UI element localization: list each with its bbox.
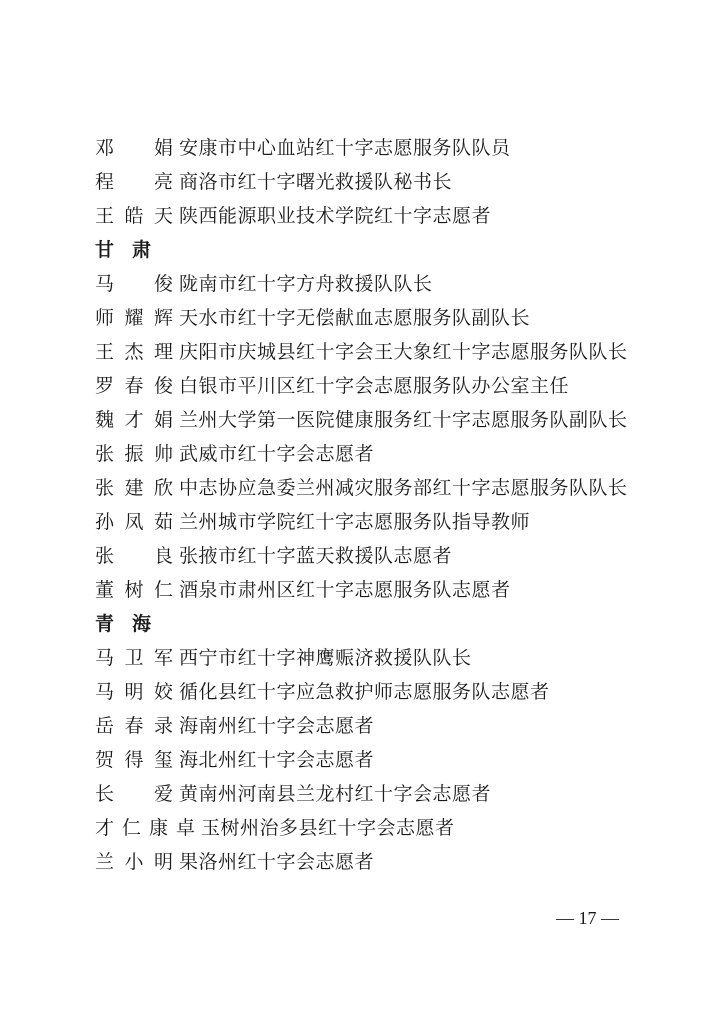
- person-name: 董树仁: [95, 579, 173, 601]
- list-item: [95, 641, 472, 675]
- person-role: 黄南州河南县兰龙村红十字会志愿者: [179, 783, 492, 805]
- list-item: [95, 369, 569, 403]
- person-name: 张 良: [95, 545, 173, 567]
- list-item: [95, 267, 433, 301]
- list-item: [95, 131, 511, 165]
- list-item: [95, 573, 511, 607]
- person-role: 西宁市红十字神鹰赈济救援队队长: [179, 647, 472, 669]
- person-name: 马卫军: [95, 647, 173, 669]
- person-name: 马明姣: [95, 681, 173, 703]
- list-item: [95, 743, 374, 777]
- person-name: 长 爱: [95, 783, 173, 805]
- person-role: 武威市红十字会志愿者: [179, 443, 375, 465]
- person-name: 才仁康卓: [95, 817, 195, 839]
- person-role: 兰州大学第一医院健康服务红十字志愿服务队副队长: [179, 409, 628, 431]
- person-role: 兰州城市学院红十字志愿服务队指导教师: [179, 511, 531, 533]
- list-item: [95, 845, 374, 879]
- person-name: 王杰理: [95, 341, 173, 363]
- list-item: [95, 539, 452, 573]
- list-item: [95, 471, 628, 505]
- person-name: 贺得玺: [95, 749, 173, 771]
- list-item: [95, 505, 530, 539]
- person-role: 海南州红十字会志愿者: [179, 715, 375, 737]
- person-role: 酒泉市肃州区红十字志愿服务队志愿者: [179, 579, 511, 601]
- person-role: 中志协应急委兰州减灾服务部红十字志愿服务队队长: [179, 477, 628, 499]
- list-item: [95, 777, 491, 811]
- person-role: 安康市中心血站红十字志愿服务队队员: [179, 137, 511, 159]
- person-name: 邓 娟: [95, 137, 173, 159]
- person-name: 张振帅: [95, 443, 173, 465]
- person-name: 岳春录: [95, 715, 173, 737]
- person-name: 罗春俊: [95, 375, 173, 397]
- person-name: 师耀辉: [95, 307, 173, 329]
- section-heading-qinghai: 青海: [95, 613, 151, 635]
- person-name: 张建欣: [95, 477, 173, 499]
- list-item: [95, 335, 628, 369]
- page-number: — 17 —: [556, 908, 619, 928]
- person-name: 王皓天: [95, 205, 173, 227]
- list-item: [95, 675, 550, 709]
- person-role: 张掖市红十字蓝天救援队志愿者: [179, 545, 453, 567]
- list-item: [95, 165, 452, 199]
- person-name: 马 俊: [95, 273, 173, 295]
- list-item: [95, 811, 455, 845]
- person-role: 陇南市红十字方舟救援队队长: [179, 273, 433, 295]
- person-name: 程 亮: [95, 171, 173, 193]
- list-item: [95, 437, 374, 471]
- person-role: 天水市红十字无偿献血志愿服务队副队长: [179, 307, 531, 329]
- person-role: 果洛州红十字会志愿者: [179, 851, 375, 873]
- person-role: 庆阳市庆城县红十字会王大象红十字志愿服务队队长: [179, 341, 628, 363]
- person-name: 孙凤茹: [95, 511, 173, 533]
- person-name: 兰小明: [95, 851, 173, 873]
- person-role: 商洛市红十字曙光救援队秘书长: [179, 171, 453, 193]
- list-item: [95, 301, 530, 335]
- person-role: 海北州红十字会志愿者: [179, 749, 375, 771]
- person-role: 玉树州治多县红十字会志愿者: [201, 817, 455, 839]
- list-item: [95, 403, 628, 437]
- person-name: 魏才娟: [95, 409, 173, 431]
- list-item: [95, 709, 374, 743]
- person-role: 白银市平川区红十字会志愿服务队办公室主任: [179, 375, 570, 397]
- list-item: [95, 199, 491, 233]
- person-role: 循化县红十字应急救护师志愿服务队志愿者: [179, 681, 550, 703]
- section-heading-gansu: 甘肃: [95, 239, 151, 261]
- person-role: 陕西能源职业技术学院红十字志愿者: [179, 205, 492, 227]
